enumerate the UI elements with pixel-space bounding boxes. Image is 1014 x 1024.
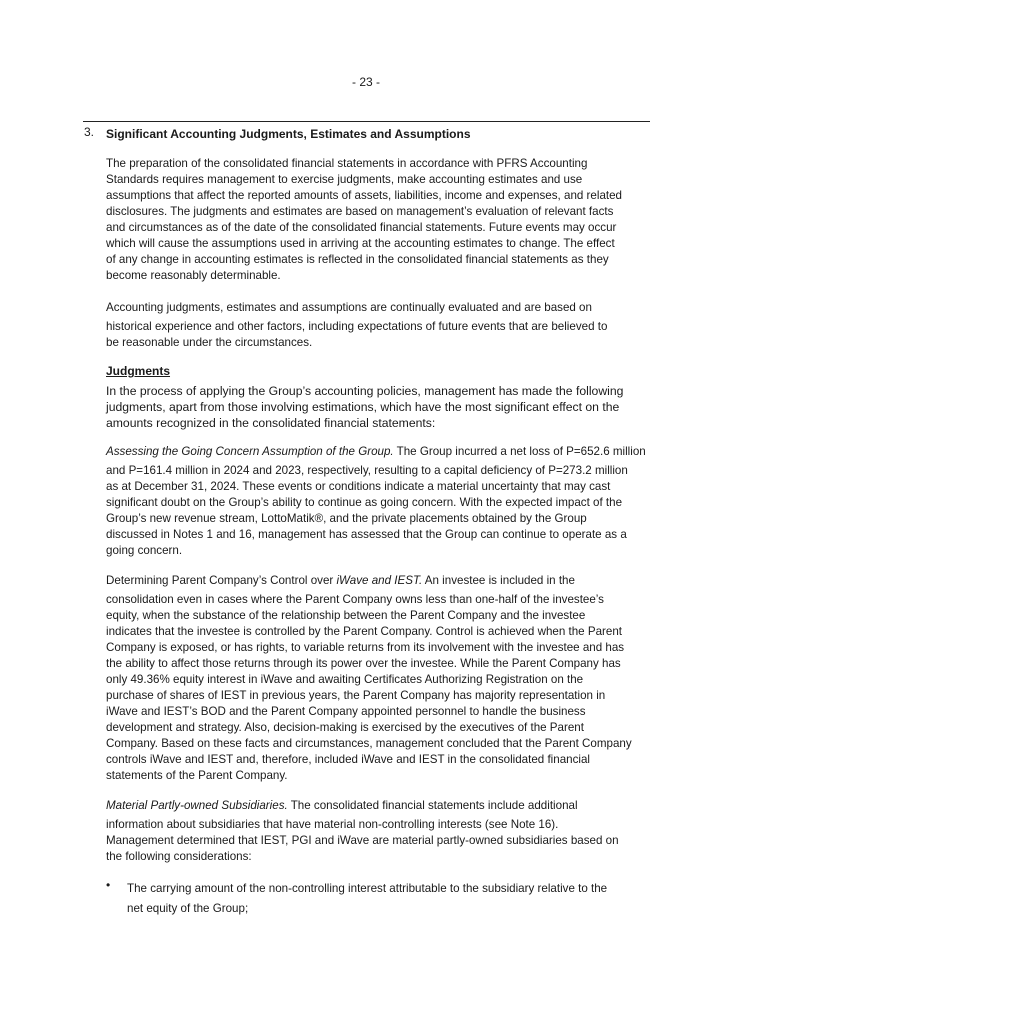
text-line: amounts recognized in the consolidated financial statements: bbox=[106, 416, 436, 430]
text-line bbox=[106, 444, 671, 460]
text-line: statements of the Parent Company. bbox=[106, 769, 288, 782]
text-line: iWave and IEST’s BOD and the Parent Company appointed personnel to handle the business bbox=[106, 705, 586, 718]
text-fragment: The consolidated financial statements include additional bbox=[287, 799, 578, 812]
text-line: historical experience and other factors, including expectations of future events that are believed to bbox=[106, 320, 608, 333]
control-title-italic: iWave and IEST. bbox=[336, 574, 423, 587]
text-line: and circumstances as of the date of the consolidated financial statements. Future events may occur bbox=[106, 221, 617, 234]
text-fragment: The Group incurred a net loss of P=652.6 million bbox=[393, 445, 646, 458]
header-rule bbox=[83, 121, 650, 122]
text-line: purchase of shares of IEST in previous years, the Parent Company has majority representation in bbox=[106, 689, 606, 702]
text-fragment: An investee is included in the bbox=[422, 574, 575, 587]
text-line: be reasonable under the circumstances. bbox=[106, 336, 313, 349]
text-line: equity, when the substance of the relationship between the Parent Company and the investee bbox=[106, 609, 586, 622]
text-line: development and strategy. Also, decision-making is exercised by the executives of the Parent bbox=[106, 721, 584, 734]
text-line: Standards requires management to exercise judgments, make accounting estimates and use bbox=[106, 173, 583, 186]
text-line: as at December 31, 2024. These events or conditions indicate a material uncertainty that may cast bbox=[106, 480, 611, 493]
going-concern-title: Assessing the Going Concern Assumption of the Group. bbox=[106, 445, 394, 458]
text-line: information about subsidiaries that have material non-controlling interests (see Note 16). bbox=[106, 818, 559, 831]
paragraph-going-concern bbox=[106, 444, 671, 559]
section-number: 3. bbox=[84, 125, 95, 139]
paragraph-judgments-intro bbox=[106, 383, 671, 431]
judgments-heading: Judgments bbox=[106, 364, 171, 378]
paragraph-preparation bbox=[106, 156, 671, 284]
text-line: going concern. bbox=[106, 544, 183, 557]
text-line: and P=161.4 million in 2024 and 2023, respectively, resulting to a capital deficiency of P=273.2 million bbox=[106, 464, 628, 477]
partly-owned-title: Material Partly-owned Subsidiaries. bbox=[106, 799, 288, 812]
text-line: only 49.36% equity interest in iWave and awaiting Certificates Authorizing Registration on the bbox=[106, 673, 584, 686]
text-line: the following considerations: bbox=[106, 850, 252, 863]
text-line: the ability to affect those returns through its power over the investee. While the Parent Company has bbox=[106, 657, 621, 670]
text-line: judgments, apart from those involving estimations, which have the most significant effect on the bbox=[106, 400, 620, 414]
bullet-item bbox=[127, 881, 657, 917]
text-line: consolidation even in cases where the Parent Company owns less than one-half of the investee’s bbox=[106, 593, 604, 606]
text-line: Management determined that IEST, PGI and iWave are material partly-owned subsidiaries based on bbox=[106, 834, 619, 847]
text-line: become reasonably determinable. bbox=[106, 269, 281, 282]
section-heading: Significant Accounting Judgments, Estimates and Assumptions bbox=[106, 127, 471, 141]
text-line bbox=[106, 573, 671, 589]
text-line: of any change in accounting estimates is reflected in the consolidated financial statements as they bbox=[106, 253, 609, 266]
control-title: Determining Parent Company’s Control over bbox=[106, 574, 337, 587]
bullet-symbol: • bbox=[106, 878, 111, 892]
text-line bbox=[106, 798, 671, 814]
text-line: significant doubt on the Group’s ability to continue as going concern. With the expected impact of the bbox=[106, 496, 623, 509]
text-line: indicates that the investee is controlled by the Parent Company. Control is achieved when the Parent bbox=[106, 625, 623, 638]
text-line: Company is exposed, or has rights, to variable returns from its involvement with the investee and has bbox=[106, 641, 625, 654]
page-number: - 23 - bbox=[351, 75, 380, 89]
paragraph-partly-owned bbox=[106, 798, 671, 865]
text-line: Accounting judgments, estimates and assumptions are continually evaluated and are based on bbox=[106, 301, 592, 314]
text-line: net equity of the Group; bbox=[127, 902, 249, 915]
text-line: The preparation of the consolidated financial statements in accordance with PFRS Accounting bbox=[106, 157, 588, 170]
text-line: In the process of applying the Group’s accounting policies, management has made the following bbox=[106, 384, 624, 398]
text-line: which will cause the assumptions used in arriving at the accounting estimates to change. The effect bbox=[106, 237, 615, 250]
text-line: controls iWave and IEST and, therefore, included iWave and IEST in the consolidated financial bbox=[106, 753, 590, 766]
paragraph-control bbox=[106, 573, 671, 784]
text-line: disclosures. The judgments and estimates are based on management’s evaluation of relevant facts bbox=[106, 205, 614, 218]
paragraph-evaluation bbox=[106, 300, 671, 351]
text-line: assumptions that affect the reported amounts of assets, liabilities, income and expenses, and related bbox=[106, 189, 623, 202]
text-line: discussed in Notes 1 and 16, management has assessed that the Group can continue to operate as a bbox=[106, 528, 627, 541]
text-line: Group’s new revenue stream, LottoMatik®, and the private placements obtained by the Group bbox=[106, 512, 587, 525]
text-line: The carrying amount of the non-controlling interest attributable to the subsidiary relative to the bbox=[127, 882, 608, 895]
text-line: Company. Based on these facts and circumstances, management concluded that the Parent Company bbox=[106, 737, 632, 750]
